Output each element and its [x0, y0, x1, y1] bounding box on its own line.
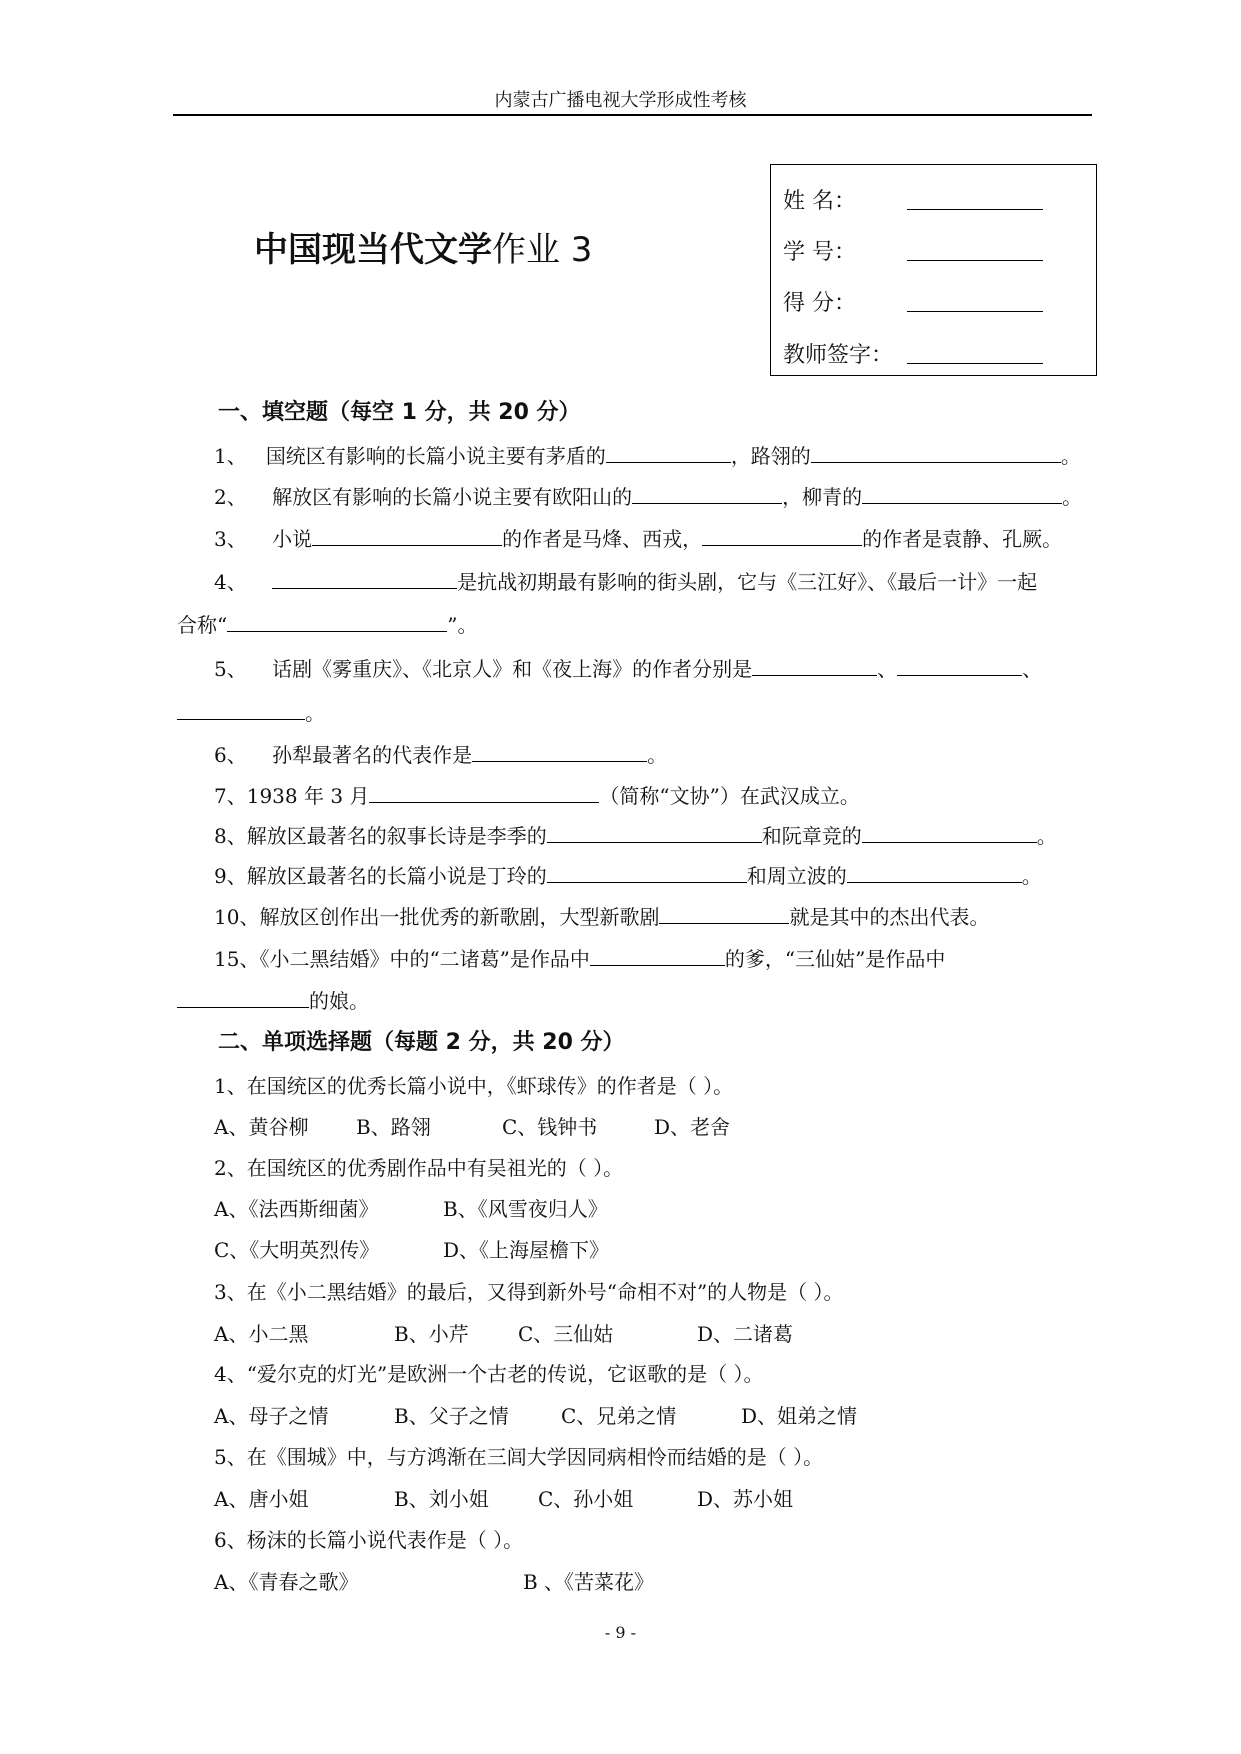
- fill-question-6: 6、 孙犁最著名的代表作是 。: [214, 743, 668, 767]
- answer-blank: [177, 989, 309, 1008]
- fill-question-4-cont: 合称“ ”。: [177, 613, 478, 637]
- answer-blank: [702, 527, 862, 546]
- choice-2-option-a: A、《法西斯细菌》: [214, 1197, 379, 1221]
- answer-blank: [369, 784, 599, 803]
- choice-4-option-d: D、姐弟之情: [741, 1404, 858, 1428]
- answer-blank: [659, 905, 789, 924]
- fill-question-1: 1、 国统区有影响的长篇小说主要有茅盾的 ，路翎的 。: [214, 444, 1081, 468]
- fill-question-5: 5、 话剧《雾重庆》、《北京人》和《夜上海》的作者分别是 、 、: [214, 657, 1043, 681]
- choice-4-option-c: C、兄弟之情: [561, 1404, 677, 1428]
- choice-question-4: 4、“爱尔克的灯光”是欧洲一个古老的传说，它讴歌的是（ ）。: [214, 1362, 764, 1386]
- answer-blank: [547, 824, 762, 843]
- title-bold: 中国现当代文学: [254, 230, 492, 270]
- choice-1-option-a: A、黄谷柳: [214, 1115, 309, 1139]
- fill-question-3: 3、 小说 的作者是马烽、西戎， 的作者是袁静、孔厥。: [214, 527, 1063, 551]
- student-info-box: [770, 164, 1097, 376]
- choice-3-option-c: C、三仙姑: [518, 1322, 614, 1346]
- choice-question-1: 1、在国统区的优秀长篇小说中，《虾球传》的作者是（ ）。: [214, 1074, 734, 1098]
- page-number: - 9 -: [604, 1623, 637, 1642]
- choice-5-option-a: A、唐小姐: [214, 1487, 309, 1511]
- score-label: 得 分：: [783, 291, 856, 316]
- name-line: [907, 209, 1043, 210]
- document-title: [254, 222, 592, 271]
- choice-question-6: 6、杨沫的长篇小说代表作是（ ）。: [214, 1528, 524, 1552]
- fill-question-8: 8、解放区最著名的叙事长诗是李季的 和阮章竞的 。: [214, 824, 1057, 848]
- score-line: [907, 311, 1043, 312]
- choice-2-option-b: B、《风雪夜归人》: [443, 1197, 608, 1221]
- choice-5-option-c: C、孙小姐: [538, 1487, 634, 1511]
- fill-question-10: 10、解放区创作出一批优秀的新歌剧，大型新歌剧 就是其中的杰出代表。: [214, 905, 990, 929]
- answer-blank: [312, 527, 502, 546]
- choice-5-option-b: B、刘小姐: [394, 1487, 489, 1511]
- fill-question-7: 7、1938 年 3 月 （简称“文协”）在武汉成立。: [214, 784, 860, 808]
- section-choice-title: 二、单项选择题（每题 2 分，共 20 分）: [218, 1030, 625, 1055]
- id-line: [907, 260, 1043, 261]
- answer-blank: [632, 485, 782, 504]
- teacher-label: 教师签字：: [783, 343, 894, 368]
- choice-question-5: 5、在《围城》中，与方鸿渐在三闾大学因同病相怜而结婚的是（ ）。: [214, 1445, 824, 1469]
- choice-6-option-a: A、《青春之歌》: [214, 1570, 359, 1594]
- answer-blank: [590, 947, 725, 966]
- choice-6-option-b: B 、《苦菜花》: [523, 1570, 655, 1594]
- choice-3-option-a: A、小二黑: [214, 1322, 309, 1346]
- answer-blank: [862, 485, 1062, 504]
- choice-1-option-b: B、路翎: [356, 1115, 431, 1139]
- section-fill-blank-title: 一、填空题（每空 1 分，共 20 分）: [218, 400, 581, 425]
- fill-question-9: 9、解放区最著名的长篇小说是丁玲的 和周立波的 。: [214, 864, 1042, 888]
- choice-1-option-d: D、老舍: [654, 1115, 731, 1139]
- answer-blank: [752, 657, 877, 676]
- answer-blank: [177, 701, 305, 720]
- answer-blank: [862, 824, 1037, 843]
- fill-question-15-cont: 的娘。: [177, 985, 369, 1014]
- answer-blank: [811, 444, 1061, 463]
- choice-3-option-d: D、二诸葛: [697, 1322, 794, 1346]
- header-rule: [173, 114, 1092, 116]
- choice-4-option-a: A、母子之情: [214, 1404, 329, 1428]
- fill-question-4: 4、 是抗战初期最有影响的街头剧，它与《三江好》、《最后一计》一起: [214, 570, 1038, 594]
- choice-question-3: 3、在《小二黑结婚》的最后，又得到新外号“命相不对”的人物是（ ）。: [214, 1280, 844, 1304]
- fill-question-2: 2、 解放区有影响的长篇小说主要有欧阳山的 ，柳青的 。: [214, 485, 1083, 509]
- name-label: 姓 名：: [783, 189, 856, 214]
- answer-blank: [897, 657, 1022, 676]
- title-rest: 作业 3: [492, 230, 593, 270]
- choice-5-option-d: D、苏小姐: [697, 1487, 794, 1511]
- answer-blank: [606, 444, 731, 463]
- id-label: 学 号：: [783, 240, 856, 265]
- choice-4-option-b: B、父子之情: [394, 1404, 509, 1428]
- answer-blank: [472, 743, 647, 762]
- choice-2-option-d: D、《上海屋檐下》: [443, 1238, 610, 1262]
- page-header: 内蒙古广播电视大学形成性考核: [494, 90, 747, 111]
- answer-blank: [272, 570, 457, 589]
- choice-question-2: 2、在国统区的优秀剧作品中有吴祖光的（ ）。: [214, 1156, 624, 1180]
- choice-2-option-c: C、《大明英烈传》: [214, 1238, 380, 1262]
- fill-question-15: 15、《小二黑结婚》中的“二诸葛”是作品中 的爹，“三仙姑”是作品中: [214, 947, 946, 971]
- answer-blank: [847, 864, 1022, 883]
- fill-question-5-cont: 。: [177, 697, 325, 726]
- teacher-line: [907, 363, 1043, 364]
- choice-3-option-b: B、小芹: [394, 1322, 469, 1346]
- answer-blank: [547, 864, 747, 883]
- choice-1-option-c: C、钱钟书: [502, 1115, 598, 1139]
- answer-blank: [227, 613, 447, 632]
